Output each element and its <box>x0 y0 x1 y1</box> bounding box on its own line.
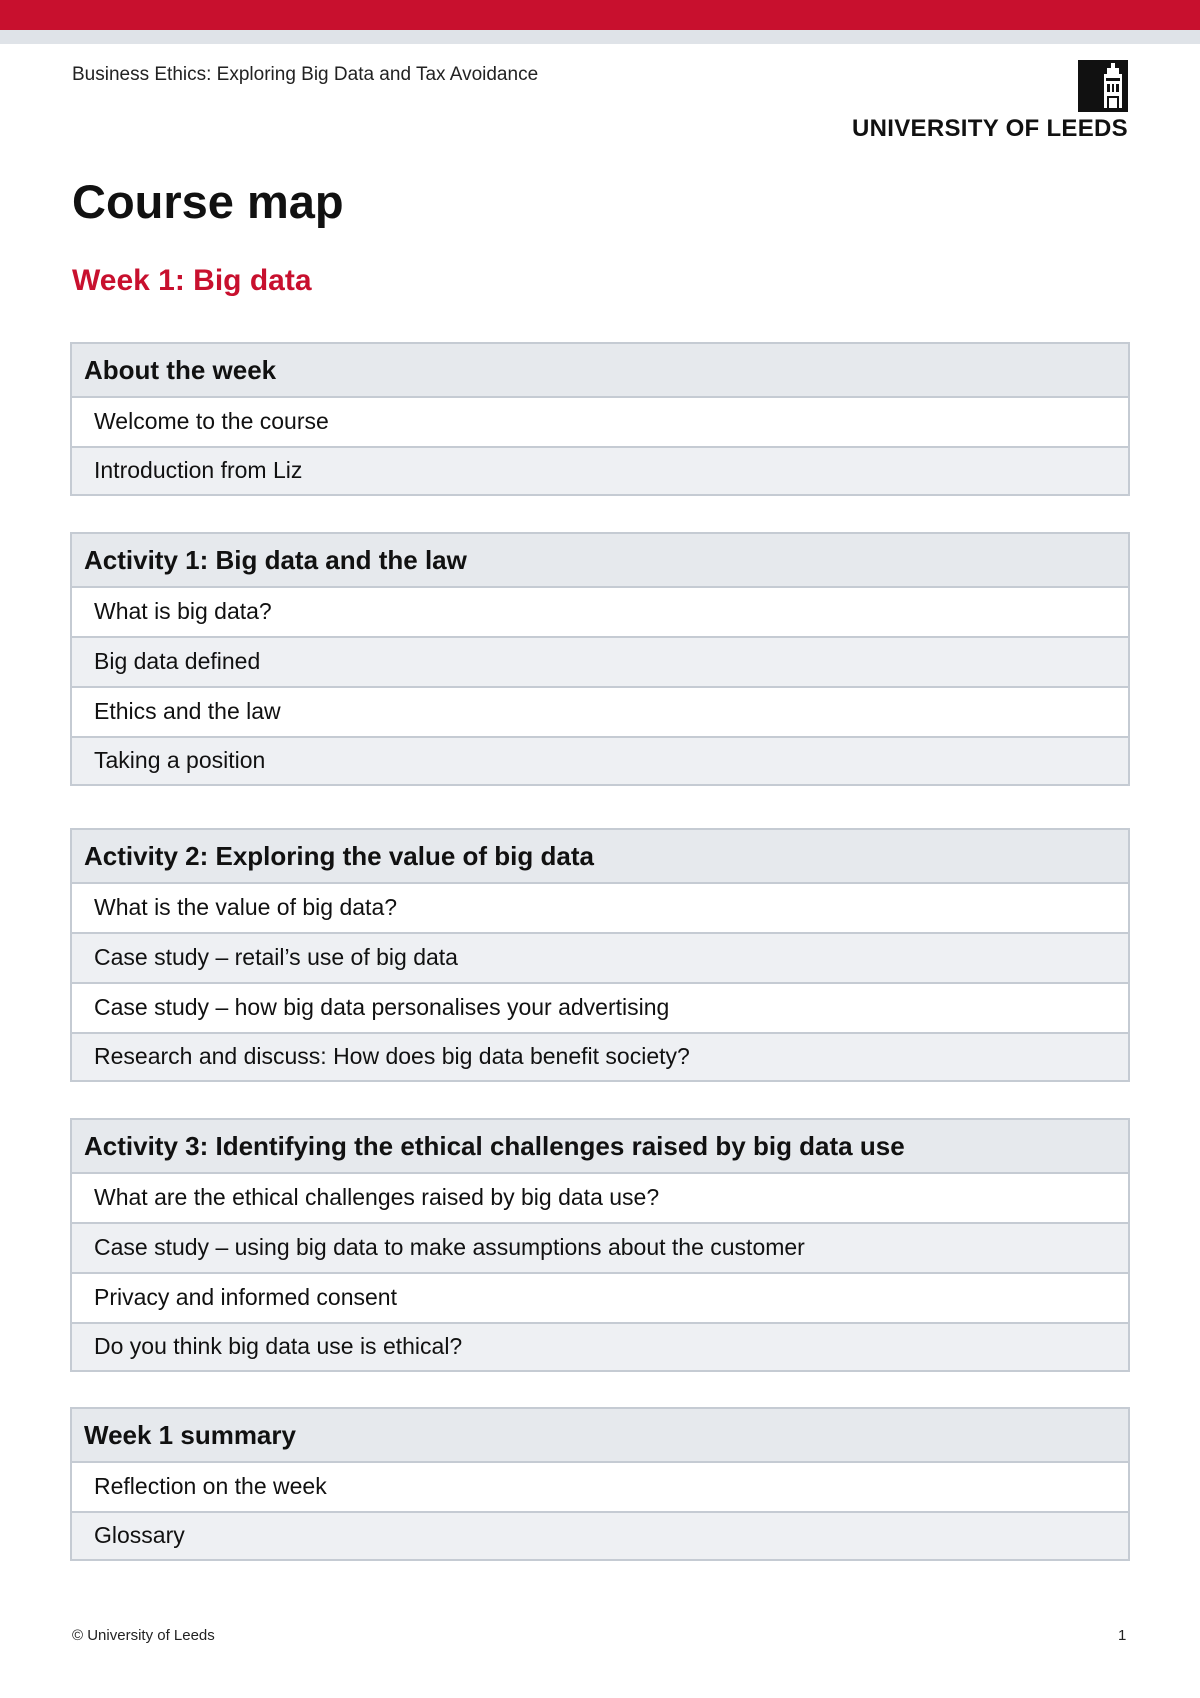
footer-copyright: © University of Leeds <box>72 1627 215 1644</box>
section-heading: Activity 2: Exploring the value of big data <box>72 830 1128 884</box>
page-title: Course map <box>72 175 344 228</box>
week-title: Week 1: Big data <box>72 264 312 297</box>
section-heading: Activity 1: Big data and the law <box>72 534 1128 588</box>
top-accent-bar <box>0 0 1200 30</box>
section-about-the-week <box>70 342 1130 496</box>
course-step-item[interactable]: Glossary <box>72 1513 1128 1559</box>
section-activity-3 <box>70 1118 1130 1372</box>
section-week-summary <box>70 1407 1130 1561</box>
course-step-item[interactable]: Privacy and informed consent <box>72 1274 1128 1324</box>
course-step-item[interactable]: Case study – how big data personalises your advertising <box>72 984 1128 1034</box>
footer-page-number: 1 <box>1118 1627 1127 1644</box>
course-step-item[interactable]: Research and discuss: How does big data benefit society? <box>72 1034 1128 1080</box>
course-step-item[interactable]: Ethics and the law <box>72 688 1128 738</box>
course-step-item[interactable]: What are the ethical challenges raised by big data use? <box>72 1174 1128 1224</box>
section-activity-1 <box>70 532 1130 786</box>
section-heading: Activity 3: Identifying the ethical challenges raised by big data use <box>72 1120 1128 1174</box>
university-logo-text: UNIVERSITY OF LEEDS <box>852 115 1128 142</box>
course-title-header: Business Ethics: Exploring Big Data and Tax Avoidance <box>72 64 539 85</box>
course-step-item[interactable]: Taking a position <box>72 738 1128 784</box>
course-step-item[interactable]: Case study – retail’s use of big data <box>72 934 1128 984</box>
course-step-item[interactable]: What is the value of big data? <box>72 884 1128 934</box>
top-accent-underbar <box>0 30 1200 44</box>
university-logo <box>852 60 1128 142</box>
section-heading: Week 1 summary <box>72 1409 1128 1463</box>
course-step-item[interactable]: Welcome to the course <box>72 398 1128 448</box>
course-step-item[interactable]: Introduction from Liz <box>72 448 1128 494</box>
course-step-item[interactable]: Do you think big data use is ethical? <box>72 1324 1128 1370</box>
course-step-item[interactable]: Big data defined <box>72 638 1128 688</box>
course-step-item[interactable]: Reflection on the week <box>72 1463 1128 1513</box>
section-heading: About the week <box>72 344 1128 398</box>
section-activity-2 <box>70 828 1130 1082</box>
course-step-item[interactable]: What is big data? <box>72 588 1128 638</box>
parkinson-tower-icon <box>1078 60 1128 112</box>
course-step-item[interactable]: Case study – using big data to make assumptions about the customer <box>72 1224 1128 1274</box>
